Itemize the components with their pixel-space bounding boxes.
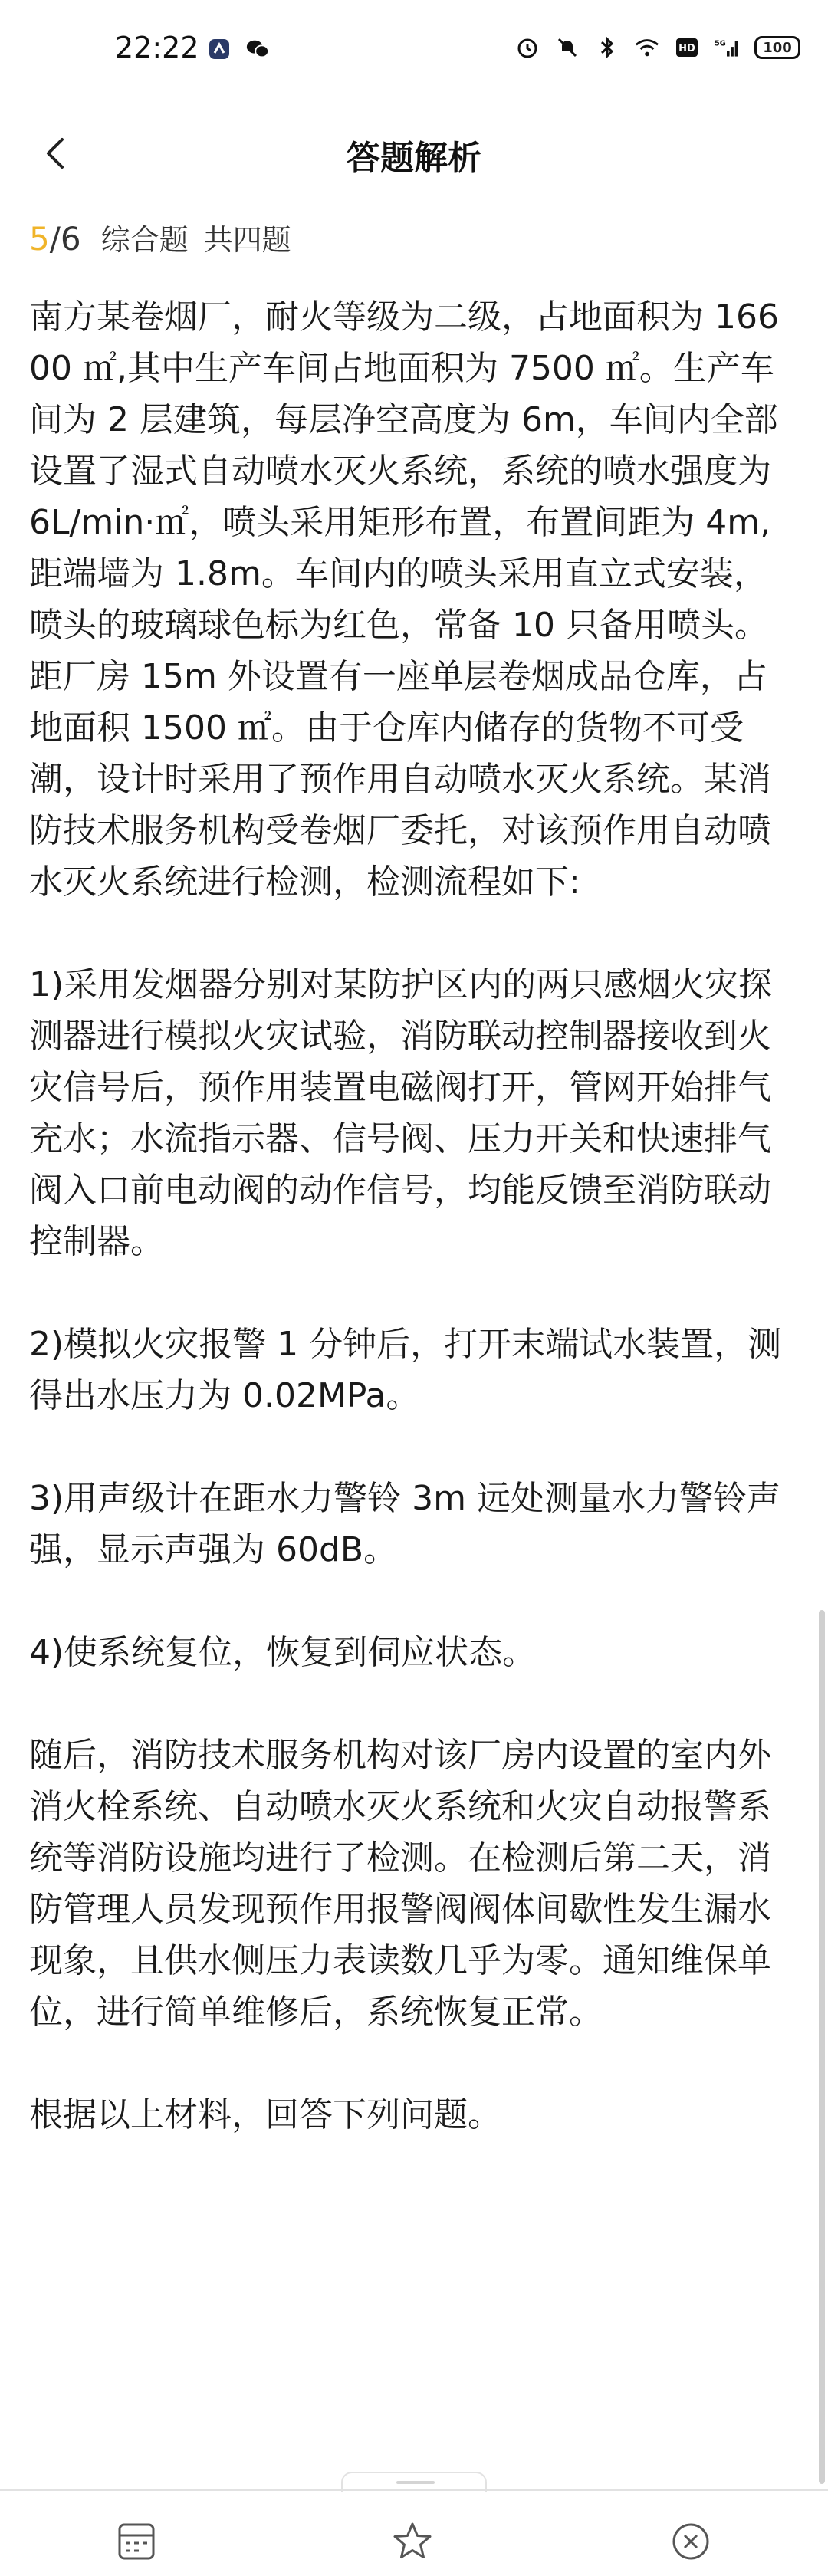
answer-sheet-icon xyxy=(117,2522,156,2561)
mute-icon xyxy=(555,35,580,60)
page-title: 答题解析 xyxy=(347,139,481,178)
total-question-count: /6 xyxy=(49,220,81,258)
wechat-icon xyxy=(245,37,270,61)
question-material xyxy=(29,291,799,2141)
alarm-icon xyxy=(515,35,540,60)
material-paragraph: 2)模拟火灾报警 1 分钟后，打开末端试水装置，测得出水压力为 0.02MPa。 xyxy=(29,1325,782,1415)
star-icon xyxy=(391,2520,434,2563)
remove-button[interactable] xyxy=(664,2515,718,2568)
current-question-index: 5 xyxy=(29,220,50,258)
material-paragraph: 1)采用发烟器分别对某防护区内的两只感烟火灾探测器进行模拟火灾试验，消防联动控制器接收到火灾信号后，预作用装置电磁阀打开，管网开始排气充水；水流指示器、信号阀、压力开关和快速排气阀入口前电动阀的动作信号，均能反馈至消防联动控制器。 xyxy=(29,965,773,1261)
material-paragraph: 3)用声级计在距水力警铃 3m 远处测量水力警铃声强，显示声强为 60dB。 xyxy=(29,1479,780,1569)
hd-icon xyxy=(675,35,699,60)
favorite-button[interactable] xyxy=(386,2515,439,2568)
question-progress xyxy=(29,216,291,258)
notification-icons xyxy=(207,37,270,61)
material-paragraph: 随后，消防技术服务机构对该厂房内设置的室内外消火栓系统、自动喷水灭火系统和火灾自动报警系统等消防设施均进行了检测。在检测后第二天，消防管理人员发现预作用报警阀阀体间歇性发生漏水现象，且供水侧压力表读数几乎为零。通知维保单位，进行简单维修后，系统恢复正常。 xyxy=(29,1736,771,2032)
signal-icon xyxy=(715,35,739,60)
question-group-label: 共四题 xyxy=(203,223,291,257)
question-type-label: 综合题 xyxy=(100,223,189,257)
bottom-toolbar xyxy=(0,2507,828,2576)
top-app-bar xyxy=(0,107,828,199)
material-paragraph: 南方某卷烟厂，耐火等级为二级，占地面积为 16600 ㎡,其中生产车间占地面积为 7500 ㎡。生产车间为 2 层建筑，每层净空高度为 6m，车间内全部设置了湿式自动喷水灭火系统，系统的喷水强度为 6L/min·㎡，喷头采用矩形布置，布置间距为 4m,距端墙为 1.8m。车间内的喷头采用直立式安装，喷头的玻璃球色标为红色，常备 10 只备用喷头。距厂房 15m 外设置有一座单层卷烟成品仓库，占地面积 1500 ㎡。由于仓库内储存的货物不可受潮，设计时采用了预作用自动喷水灭火系统。某消防技术服务机构受卷烟厂委托，对该预作用自动喷水灭火系统进行检测，检测流程如下: xyxy=(29,297,779,902)
bottom-divider xyxy=(0,2489,828,2491)
answer-sheet-button[interactable] xyxy=(110,2515,163,2568)
app-notification-icon xyxy=(207,37,232,61)
bluetooth-icon xyxy=(595,35,619,60)
svg-text:HD: HD xyxy=(678,43,695,54)
svg-text:5G: 5G xyxy=(715,39,726,48)
status-time: 22:22 xyxy=(115,31,199,64)
material-paragraph: 根据以上材料，回答下列问题。 xyxy=(29,2095,501,2134)
wifi-icon xyxy=(635,35,659,60)
status-bar xyxy=(0,0,828,107)
battery-indicator: 100 xyxy=(754,36,800,59)
system-status-icons xyxy=(515,35,800,60)
close-circle-icon xyxy=(669,2520,712,2563)
scrollbar[interactable] xyxy=(819,1610,825,2484)
material-paragraph: 4)使系统复位，恢复到伺应状态。 xyxy=(29,1633,537,1672)
